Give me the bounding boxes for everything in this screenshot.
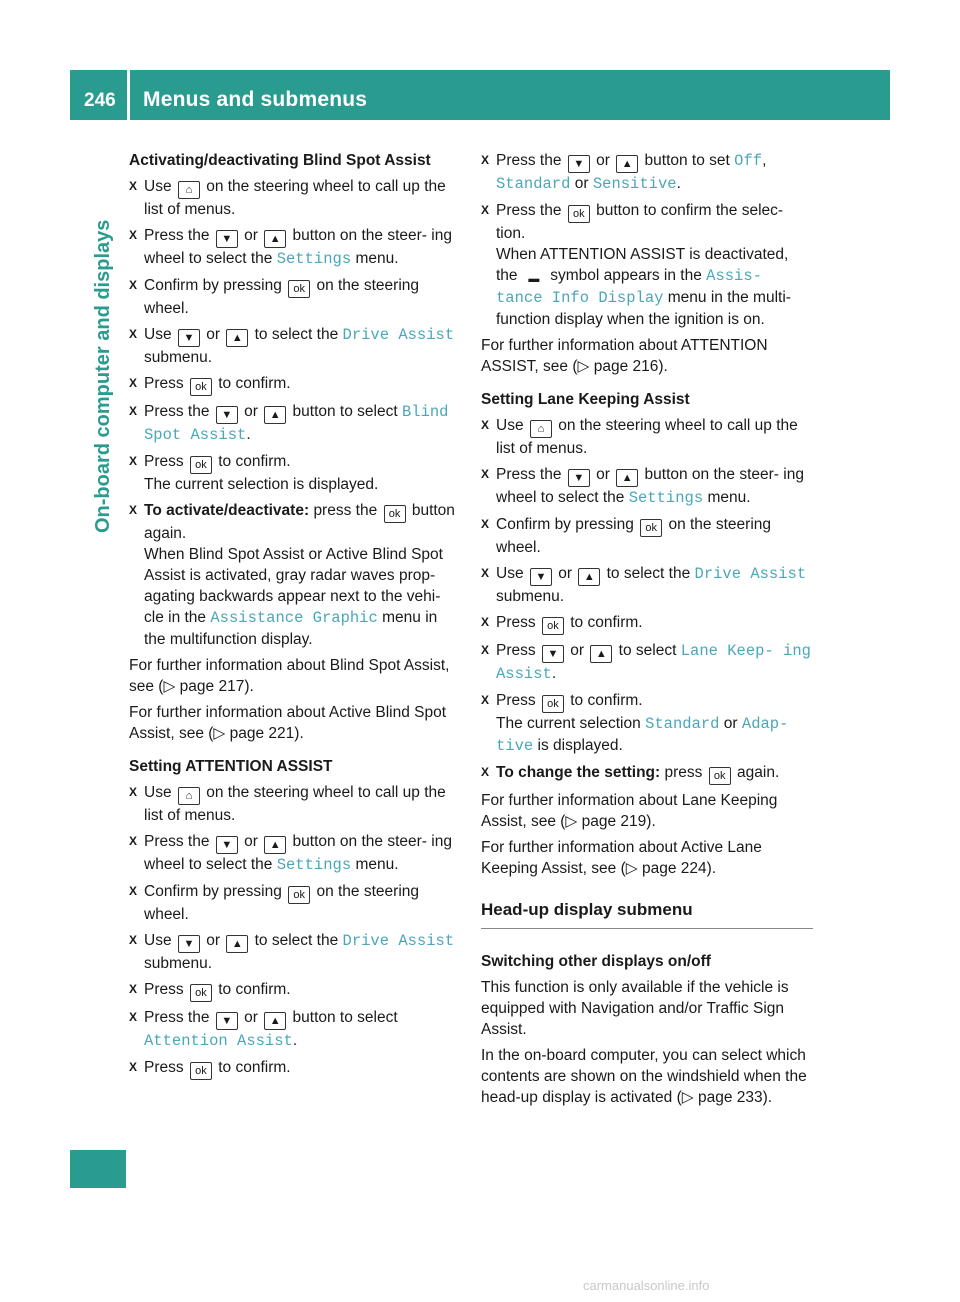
heading-attention-assist: Setting ATTENTION ASSIST — [129, 758, 333, 775]
ok-key-icon: ok — [190, 1062, 212, 1080]
step: X Press the ▼ or ▲ button on the steer- ing wheel to select the Settings menu. — [129, 831, 461, 876]
section-title: Menus and submenus — [143, 88, 368, 111]
up-key-icon: ▲ — [590, 645, 612, 663]
left-column — [129, 150, 461, 1085]
step: X Press ok to confirm. The current selection is displayed. — [129, 451, 461, 495]
down-key-icon: ▼ — [530, 568, 552, 586]
home-key-icon: ⌂ — [178, 181, 200, 199]
step: X Use ⌂ on the steering wheel to call up the list of menus. — [129, 782, 461, 826]
page-number: 246 — [84, 90, 116, 111]
watermark: carmanualsonline.info — [583, 1278, 710, 1293]
step: X To change the setting: press ok again. — [481, 762, 813, 785]
step: X Press ▼ or ▲ to select Lane Keep- ing Assist. — [481, 640, 813, 685]
step: X Press ok to confirm. The current selection Standard or Adap- tive is displayed. — [481, 690, 813, 757]
paragraph: This function is only available if the vehicle is equipped with Navigation and/or Traffic Sign Assist. — [481, 979, 789, 1038]
up-key-icon: ▲ — [616, 155, 638, 173]
home-key-icon: ⌂ — [178, 787, 200, 805]
step: X Press the ▼ or ▲ button on the steer- ing wheel to select the Settings menu. — [129, 225, 461, 270]
step: X Press the ▼ or ▲ button to set Off, Standard or Sensitive. — [481, 150, 813, 195]
up-key-icon: ▲ — [226, 329, 248, 347]
down-key-icon: ▼ — [178, 935, 200, 953]
paragraph: For further information about Active Blind Spot Assist, see (▷ page 221). — [129, 704, 447, 742]
down-key-icon: ▼ — [216, 1012, 238, 1030]
down-key-icon: ▼ — [542, 645, 564, 663]
heading-head-up-display: Head-up display submenu — [481, 899, 813, 929]
step: X Use ▼ or ▲ to select the Drive Assist submenu. — [129, 930, 461, 974]
down-key-icon: ▼ — [216, 406, 238, 424]
heading-lane-keeping: Setting Lane Keeping Assist — [481, 391, 690, 408]
paragraph: For further information about ATTENTION ASSIST, see (▷ page 216). — [481, 337, 768, 375]
down-key-icon: ▼ — [216, 230, 238, 248]
step: X Use ⌂ on the steering wheel to call up the list of menus. — [481, 415, 813, 459]
up-key-icon: ▲ — [264, 1012, 286, 1030]
header-divider — [127, 70, 130, 120]
step: X Use ▼ or ▲ to select the Drive Assist submenu. — [481, 563, 813, 607]
step: X Confirm by pressing ok on the steering wheel. — [129, 881, 461, 925]
up-key-icon: ▲ — [264, 406, 286, 424]
step: X Press the ▼ or ▲ button to select Blind Spot Assist. — [129, 401, 461, 446]
chapter-side-tab: On-board computer and displays — [92, 219, 114, 533]
down-key-icon: ▼ — [568, 155, 590, 173]
step: X Use ⌂ on the steering wheel to call up the list of menus. — [129, 176, 461, 220]
ok-key-icon: ok — [288, 280, 310, 298]
ok-key-icon: ok — [640, 519, 662, 537]
chapter-marker — [70, 1150, 126, 1188]
step: X Confirm by pressing ok on the steering wheel. — [129, 275, 461, 319]
step: X Press the ▼ or ▲ button to select Attention Assist. — [129, 1007, 461, 1052]
heading-blind-spot: Activating/deactivating Blind Spot Assist — [129, 152, 431, 169]
step: X To activate/deactivate: press the ok button again. When Blind Spot Assist or Active Blind Spot Assist is activated, gray radar waves prop- agating backwards appear next to the vehi- cle in the Assistance Graphic menu in the multifunction display. — [129, 500, 461, 650]
step: X Press ok to confirm. — [129, 373, 461, 396]
ok-key-icon: ok — [190, 984, 212, 1002]
up-key-icon: ▲ — [616, 469, 638, 487]
up-key-icon: ▲ — [264, 836, 286, 854]
up-key-icon: ▲ — [578, 568, 600, 586]
ok-key-icon: ok — [190, 378, 212, 396]
attention-assist-off-icon: ▬ — [528, 273, 540, 285]
home-key-icon: ⌂ — [530, 420, 552, 438]
up-key-icon: ▲ — [264, 230, 286, 248]
up-key-icon: ▲ — [226, 935, 248, 953]
step: X Press the ▼ or ▲ button on the steer- ing wheel to select the Settings menu. — [481, 464, 813, 509]
paragraph: For further information about Active Lane Keeping Assist, see (▷ page 224). — [481, 839, 762, 877]
step: X Press ok to confirm. — [129, 1057, 461, 1080]
paragraph: For further information about Lane Keeping Assist, see (▷ page 219). — [481, 792, 778, 830]
ok-key-icon: ok — [709, 767, 731, 785]
step: X Confirm by pressing ok on the steering wheel. — [481, 514, 813, 558]
step: X Press the ok button to confirm the selec- tion. When ATTENTION ASSIST is deactivated, the ▬ symbol appears in the Assis- tance Info Display menu in the multi- function display when the ignition is on. — [481, 200, 813, 330]
heading-switching-displays: Switching other displays on/off — [481, 953, 711, 970]
step: X Use ▼ or ▲ to select the Drive Assist submenu. — [129, 324, 461, 368]
step: X Press ok to confirm. — [129, 979, 461, 1002]
down-key-icon: ▼ — [216, 836, 238, 854]
step: X Press ok to confirm. — [481, 612, 813, 635]
down-key-icon: ▼ — [178, 329, 200, 347]
ok-key-icon: ok — [288, 886, 310, 904]
right-column — [481, 150, 813, 1113]
down-key-icon: ▼ — [568, 469, 590, 487]
ok-key-icon: ok — [542, 617, 564, 635]
ok-key-icon: ok — [568, 205, 590, 223]
ok-key-icon: ok — [384, 505, 406, 523]
paragraph: In the on-board computer, you can select which contents are shown on the windshield when the head-up display is activated (▷ page 233). — [481, 1047, 807, 1106]
ok-key-icon: ok — [190, 456, 212, 474]
ok-key-icon: ok — [542, 695, 564, 713]
paragraph: For further information about Blind Spot Assist, see (▷ page 217). — [129, 657, 450, 695]
